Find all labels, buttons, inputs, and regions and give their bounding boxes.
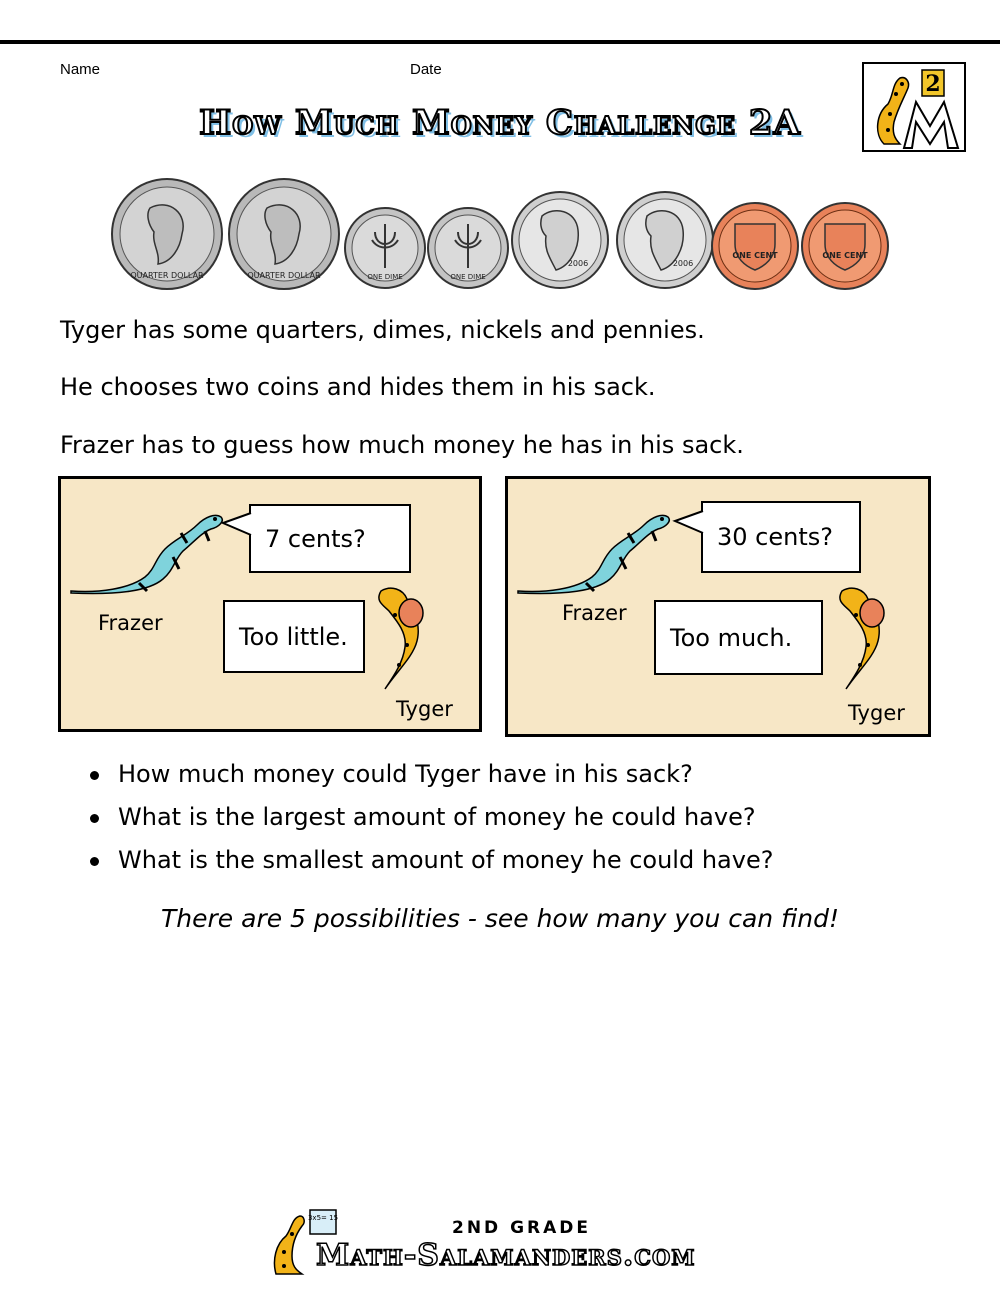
bubble-tail-1 [221,509,253,539]
nickel-coin-2 [617,192,713,288]
reply-bubble-2 [654,600,823,675]
svg-text:2006: 2006 [672,259,694,268]
tyger-salamander-icon [367,585,437,695]
reply-text-1: Too little. [239,622,348,651]
svg-text:3x5= 15: 3x5= 15 [307,1214,339,1222]
guess-bubble-1 [249,504,411,573]
frazer-salamander-icon [516,499,676,595]
svg-text:ONE DIME: ONE DIME [367,273,403,281]
question-item: What is the largest amount of money he could have? [84,803,773,846]
question-item: How much money could Tyger have in his sack? [84,760,773,803]
possibilities-note: There are 5 possibilities - see how many you can find! [161,904,839,933]
intro-line-2: He chooses two coins and hides them in his sack. [60,373,656,401]
question-list [84,760,773,889]
svg-text:ONE CENT: ONE CENT [822,251,868,260]
footer-grade-label: 2ND GRADE [452,1218,592,1238]
footer-site-link[interactable]: Math-Salamanders.com [316,1238,696,1273]
bullet-icon [90,771,99,780]
guess-text-1: 7 cents? [265,524,366,553]
frazer-salamander-icon [69,499,229,595]
frazer-label-2: Frazer [562,601,627,625]
tyger-label-2: Tyger [848,701,905,725]
guess-text-2: 30 cents? [717,523,833,551]
story-panel-2 [505,476,931,737]
nickel-coin-1 [512,192,608,288]
quarter-coin-2 [229,179,339,289]
penny-coin-1 [712,203,798,289]
date-label: Date [410,61,442,78]
page-title: How Much Money Challenge 2A [199,103,801,143]
tyger-label-1: Tyger [396,697,453,721]
svg-text:2: 2 [925,71,941,97]
reply-bubble-1 [223,600,365,673]
dime-coin-2 [428,208,508,288]
intro-line-1: Tyger has some quarters, dimes, nickels and pennies. [60,316,705,344]
svg-text:ONE DIME: ONE DIME [450,273,486,281]
frazer-label-1: Frazer [98,611,163,635]
svg-text:ONE CENT: ONE CENT [732,251,778,260]
tyger-salamander-icon [828,585,898,695]
svg-text:2006: 2006 [567,259,589,268]
penny-coin-2 [802,203,888,289]
dime-coin-1 [345,208,425,288]
svg-text:QUARTER DOLLAR: QUARTER DOLLAR [247,271,321,280]
quarter-coin-1 [112,179,222,289]
question-item: What is the smallest amount of money he could have? [84,846,773,889]
salamander-logo-icon [864,64,964,150]
reply-text-2: Too much. [670,623,793,652]
intro-line-3: Frazer has to guess how much money he has in his sack. [60,431,744,459]
top-rule [0,40,1000,44]
coins-row [110,178,868,290]
svg-text:QUARTER DOLLAR: QUARTER DOLLAR [130,271,204,280]
grade-logo [862,62,966,152]
bubble-tail-2 [673,507,705,537]
story-panel-1 [58,476,482,732]
bullet-icon [90,857,99,866]
bullet-icon [90,814,99,823]
name-label: Name [60,61,101,78]
guess-bubble-2 [701,501,861,573]
